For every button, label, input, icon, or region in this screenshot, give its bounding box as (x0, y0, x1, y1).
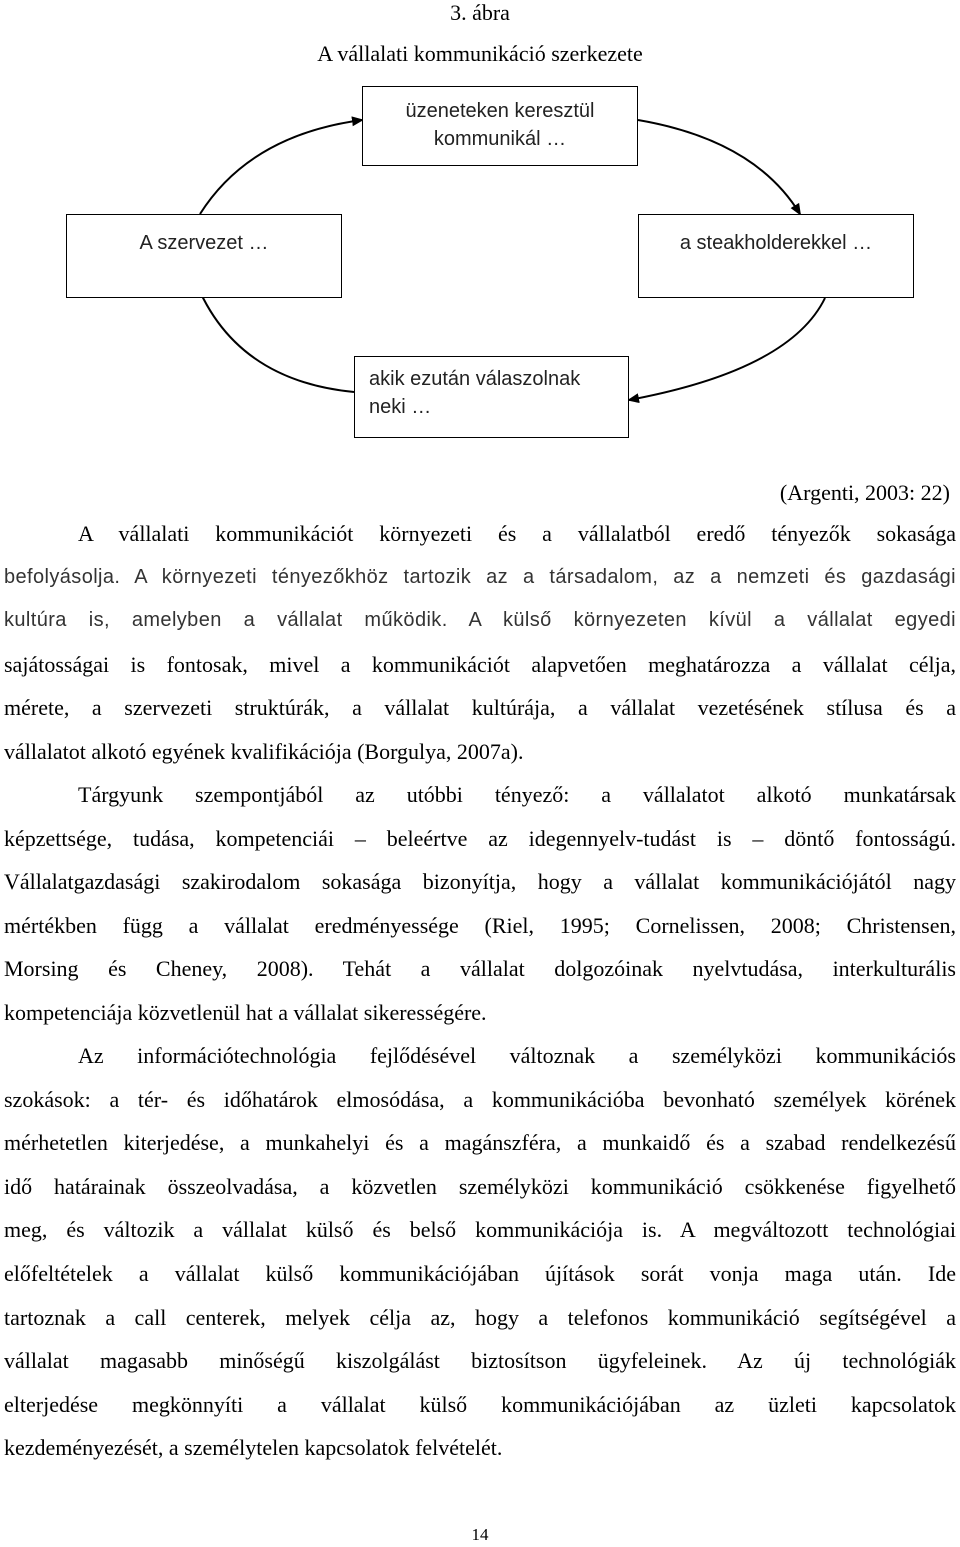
text-line: mérete, a szervezeti struktúrák, a vállalat kultúrája, a vállalat vezetésének stílusa és a (4, 695, 956, 721)
paragraph-3 (4, 1034, 956, 1470)
diagram-box-top (362, 86, 638, 166)
box-left-text: A szervezet … (139, 232, 269, 254)
diagram-box-left (66, 214, 342, 298)
paragraph-2 (4, 773, 956, 1035)
text-line: mérhetetlen kiterjedése, a munkahelyi és a magánszféra, a munkaidő és a szabad rendelkezésű (4, 1130, 956, 1156)
text-line: kultúra is, amelyben a vállalat működik. A külső környezeten kívül a vállalat egyedi (4, 609, 956, 632)
text-line: képzettsége, tudása, kompetenciái – beleértve az idegennyelv-tudást is – döntő fontosságú. (4, 825, 956, 851)
box-bottom-line1: akik ezután válaszolnak (369, 368, 581, 390)
figure-citation: (Argenti, 2003: 22) (779, 480, 950, 505)
text-line: kompetenciája közvetlenül hat a vállalat sikerességére. (4, 999, 487, 1025)
figure-title: A vállalati kommunikáció szerkezete (317, 41, 643, 66)
paragraph-1 (4, 512, 956, 774)
text-line: befolyásolja. A környezeti tényezőkhöz tartozik az a társadalom, az a nemzeti és gazdasági (4, 565, 956, 588)
text-line: szokások: a tér- és időhatárok elmosódása, a kommunikációba bevonható személyek körének (4, 1086, 956, 1112)
diagram-box-bottom (354, 356, 629, 438)
text-line: Morsing és Cheney, 2008). Tehát a vállalat dolgozóinak nyelvtudása, interkulturális (4, 956, 956, 982)
box-bottom-line2: neki … (369, 396, 432, 418)
diagram-box-right (638, 214, 914, 298)
text-line: A vállalati kommunikációt környezeti és a vállalatból eredő tényezők sokasága (78, 521, 956, 546)
text-line: vállalat magasabb minőségű kiszolgálást biztosítson ügyfeleinek. Az új technológiák (4, 1348, 956, 1374)
text-line: Vállalatgazdasági szakirodalom sokasága bizonyítja, hogy a vállalat kommunikációjától nagy (4, 869, 956, 895)
figure-number: 3. ábra (450, 0, 510, 25)
text-line: Tárgyunk szempontjából az utóbbi tényező: a vállalatot alkotó munkatársak (78, 782, 956, 807)
text-line: elterjedése megkönnyíti a vállalat külső kommunikációjában az üzleti kapcsolatok (4, 1391, 956, 1417)
page-number: 14 (471, 1525, 489, 1544)
text-line: kezdeményezését, a személytelen kapcsolatok felvételét. (4, 1435, 503, 1461)
text-line: mértékben függ a vállalat eredményessége (Riel, 1995; Cornelissen, 2008; Christensen, (4, 912, 956, 938)
box-top-line1: üzeneteken keresztül (405, 100, 595, 122)
text-line: sajátosságai is fontosak, mivel a kommunikációt alapvetően meghatározza a vállalat célja, (4, 651, 956, 677)
text-line: idő határainak összeolvadása, a közvetlen személyközi kommunikáció csökkenése figyelhető (4, 1173, 956, 1199)
text-line: meg, és változik a vállalat külső és belső kommunikációja is. A megváltozott technológiai (4, 1217, 956, 1243)
box-right-text: a steakholderekkel … (679, 232, 873, 254)
arrow-top-to-right (638, 120, 800, 214)
arrow-left-to-top (200, 120, 362, 214)
text-line: vállalatot alkotó egyének kvalifikációja (Borgulya, 2007a). (4, 738, 524, 764)
box-top-line2: kommunikál … (433, 128, 567, 150)
text-line: tartoznak a call centerek, melyek célja az, hogy a telefonos kommunikáció segítségével a (4, 1304, 956, 1330)
arrow-right-to-bottom (629, 298, 825, 400)
text-line: előfeltételek a vállalat külső kommunikációjában újítások sorát vonja maga után. Ide (4, 1260, 956, 1286)
text-line: Az információtechnológia fejlődésével változnak a személyközi kommunikációs (78, 1043, 956, 1068)
